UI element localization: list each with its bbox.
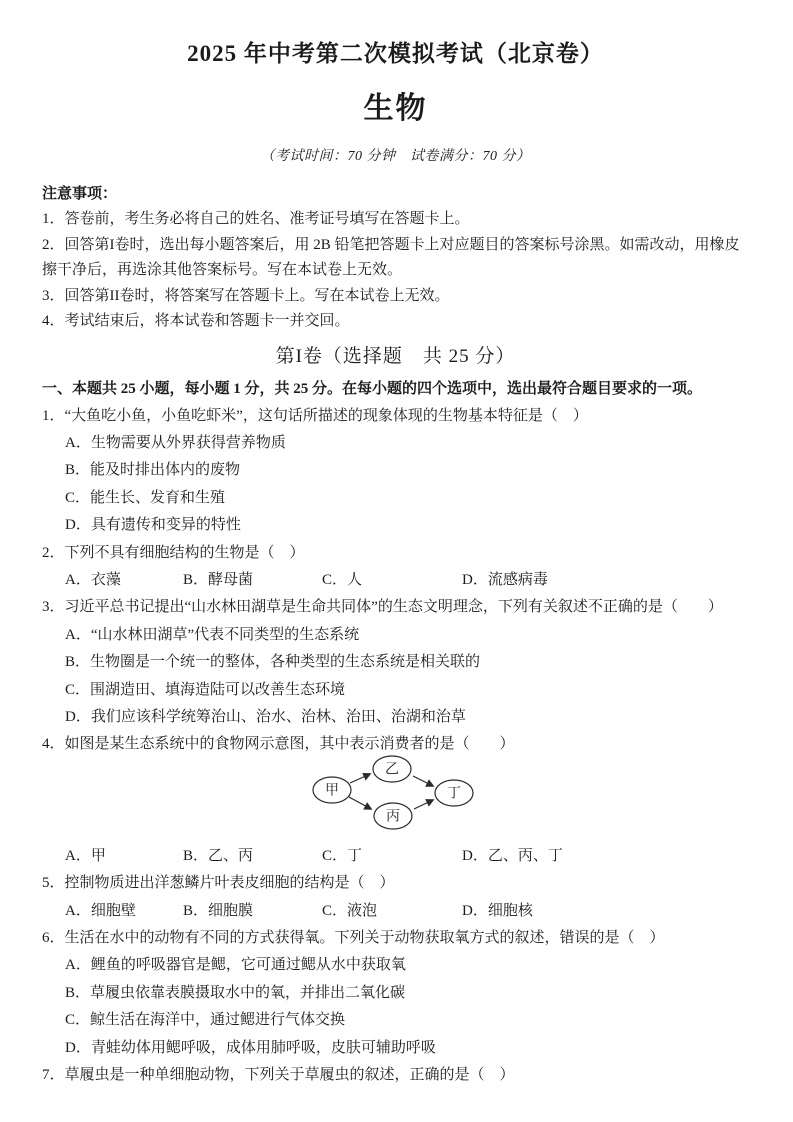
question-stem: 6．生活在水中的动物有不同的方式获得氧。下列关于动物获取氧方式的叙述，错误的是（ ） <box>42 930 665 946</box>
question-6 <box>42 925 749 1062</box>
question-options <box>42 430 749 540</box>
food-web-diagram <box>282 753 749 843</box>
notice-item: 2．回答第I卷时，选出每小题答案后，用 2B 铅笔把答题卡上对应题目的答案标号涂黑。如需改动，用橡皮擦干净后，再选涂其他答案标号。写在本试卷上无效。 <box>42 236 740 278</box>
option-c: C．能生长、发育和生殖 <box>65 489 226 506</box>
notice-item: 1．答卷前，考生务必将自己的姓名、准考证号填写在答题卡上。 <box>42 211 470 227</box>
option-c: C．液泡 <box>322 902 378 919</box>
question-7 <box>42 1062 749 1089</box>
question-stem: 1．“大鱼吃小鱼，小鱼吃虾米”，这句话所描述的现象体现的生物基本特征是（ ） <box>42 407 588 424</box>
option-a: A．“山水林田湖草”代表不同类型的生态系统 <box>65 626 360 643</box>
question-options <box>65 898 749 925</box>
option-b: B．生物圈是一个统一的整体，各种类型的生态系统是相关联的 <box>65 654 481 671</box>
question-stem: 3．习近平总书记提出“山水林田湖草是生命共同体”的生态文明理念，下列有关叙述不正确的是（ ） <box>42 599 723 616</box>
option-c: C．鲸生活在海洋中，通过鳃进行气体交换 <box>65 1012 346 1029</box>
section-heading: 第I卷（选择题 共 25 分） <box>275 345 516 367</box>
option-a: A．鲤鱼的呼吸器官是鳃，它可通过鳃从水中获取氧 <box>65 957 406 974</box>
option-c: C．围湖造田、填海造陆可以改善生态环境 <box>65 681 346 698</box>
question-5 <box>42 870 749 925</box>
option-c: C．人 <box>322 571 363 588</box>
question-stem: 7．草履虫是一种单细胞动物，下列关于草履虫的叙述，正确的是（ ） <box>42 1067 515 1084</box>
node-bing-label: 丙 <box>386 809 400 825</box>
question-stem: 4．如图是某生态系统中的食物网示意图，其中表示消费者的是（ ） <box>42 736 515 753</box>
notice-heading: 注意事项： <box>42 186 118 202</box>
question-options <box>65 567 749 594</box>
notice-item: 3．回答第II卷时，将答案写在答题卡上。写在本试卷上无效。 <box>42 287 450 304</box>
question-options <box>42 952 749 1062</box>
question-options <box>42 622 749 732</box>
notice-item: 4．考试结束后，将本试卷和答题卡一并交回。 <box>42 313 350 329</box>
option-b: B．酵母菌 <box>183 571 254 588</box>
option-d: D．细胞核 <box>462 902 533 919</box>
option-d: D．青蛙幼体用鳃呼吸，成体用肺呼吸，皮肤可辅助呼吸 <box>65 1039 436 1056</box>
option-b: B．能及时排出体内的废物 <box>65 462 241 479</box>
option-c: C．丁 <box>322 847 363 864</box>
question-4 <box>42 731 749 870</box>
question-1 <box>42 403 749 540</box>
edge-jia-to-bing <box>349 797 371 809</box>
question-stem: 2．下列不具有细胞结构的生物是（ ） <box>42 544 305 561</box>
option-d: D．乙、丙、丁 <box>462 847 563 864</box>
edge-jia-to-yi <box>350 774 370 783</box>
node-ding-label: 丁 <box>447 786 461 802</box>
exam-info: （考试时间：70 分钟 试卷满分：70 分） <box>260 149 531 164</box>
option-a: A．生物需要从外界获得营养物质 <box>65 434 286 451</box>
node-jia-label: 甲 <box>325 783 339 799</box>
edge-yi-to-ding <box>413 776 433 786</box>
option-b: B．草履虫依靠表膜摄取水中的氧，并排出二氧化碳 <box>65 984 406 1001</box>
question-stem: 5．控制物质进出洋葱鳞片叶表皮细胞的结构是（ ） <box>42 875 395 892</box>
question-options <box>65 843 749 870</box>
option-d: D．具有遗传和变异的特性 <box>65 517 241 534</box>
question-3 <box>42 594 749 731</box>
option-a: A．衣藻 <box>65 571 121 588</box>
notice-list <box>42 207 749 335</box>
subject-title: 生物 <box>363 92 428 125</box>
option-b: B．乙、丙 <box>183 847 254 864</box>
option-a: A．甲 <box>65 847 106 864</box>
exam-title: 2025 年中考第二次模拟考试（北京卷） <box>187 41 604 66</box>
option-b: B．细胞膜 <box>183 902 254 919</box>
option-d: D．我们应该科学统筹治山、治水、治林、治田、治湖和治草 <box>65 708 466 725</box>
node-yi-label: 乙 <box>385 762 399 778</box>
option-d: D．流感病毒 <box>462 571 548 588</box>
section-instruction: 一、本题共 25 小题，每小题 1 分，共 25 分。在每小题的四个选项中，选出最符合题目要求的一项。 <box>42 380 703 397</box>
option-a: A．细胞壁 <box>65 902 136 919</box>
question-2 <box>42 540 749 595</box>
edge-bing-to-ding <box>414 800 433 809</box>
